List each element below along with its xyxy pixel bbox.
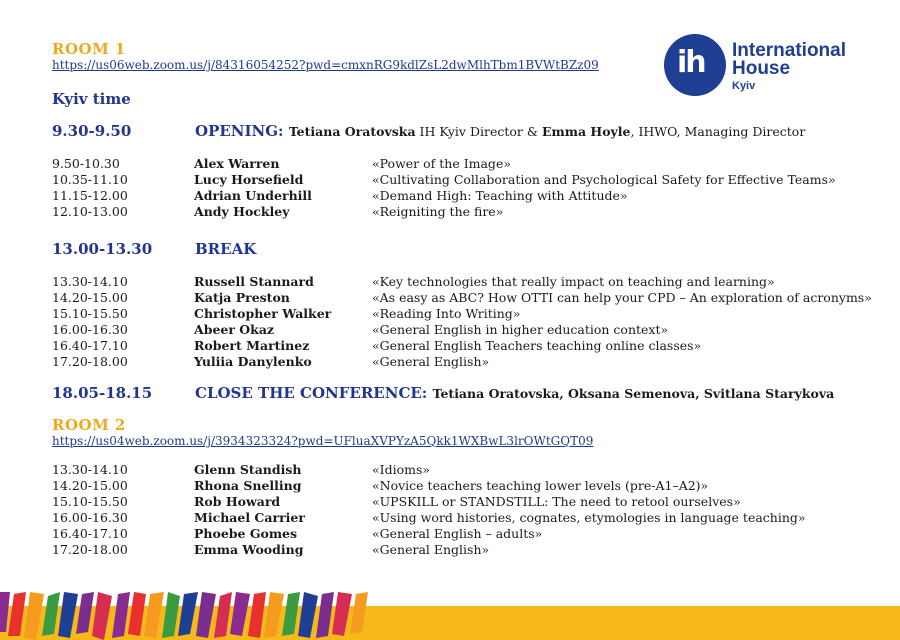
- session-row: 10.35-11.10 Lucy Horsefield «Cultivating Collaboration and Psychological Safety for Effective Teams»: [52, 172, 836, 187]
- close-label: CLOSE THE CONFERENCE:: [195, 384, 428, 402]
- session-row: 15.10-15.50 Rob Howard «UPSKILL or STANDSTILL: The need to retool ourselves»: [52, 494, 741, 509]
- room1-session-list-1: [52, 156, 836, 220]
- session-row: 14.20-15.00 Katja Preston «As easy as ABC? How OTTI can help your CPD – An exploration of acronyms»: [52, 290, 872, 305]
- break-row: [52, 240, 256, 258]
- session-row: 16.40-17.10 Phoebe Gomes «General English – adults»: [52, 526, 543, 541]
- session-row: 11.15-12.00 Adrian Underhill «Demand High: Teaching with Attitude»: [52, 188, 628, 203]
- room1-title: ROOM 1: [52, 40, 126, 58]
- session-row: 14.20-15.00 Rhona Snelling «Novice teachers teaching lower levels (pre-A1–A2)»: [52, 478, 709, 493]
- logo-city: Kyiv: [732, 80, 756, 92]
- session-row: 16.00-16.30 Abeer Okaz «General English in higher education context»: [52, 322, 669, 337]
- session-row: 16.40-17.10 Robert Martinez «General English Teachers teaching online classes»: [52, 338, 702, 353]
- session-row: 17.20-18.00 Yuliia Danylenko «General English»: [52, 354, 490, 369]
- opening-time: 9.30-9.50: [52, 122, 132, 140]
- room2-title: ROOM 2: [52, 416, 126, 434]
- opening-row: [52, 122, 805, 140]
- kyiv-time-label: Kyiv time: [52, 90, 131, 108]
- international-house-logo: [664, 34, 854, 100]
- break-time: 13.00-13.30: [52, 240, 153, 258]
- ih-logo-icon: ih: [664, 34, 726, 96]
- room1-session-list-2: [52, 274, 872, 370]
- close-time: 18.05-18.15: [52, 384, 153, 402]
- session-row: 16.00-16.30 Michael Carrier «Using word histories, cognates, etymologies in language teaching»: [52, 510, 806, 525]
- session-row: 13.30-14.10 Russell Stannard «Key technologies that really impact on teaching and learning»: [52, 274, 775, 289]
- session-row: 9.50-10.30 Alex Warren «Power of the Image»: [52, 156, 511, 171]
- session-row: 13.30-14.10 Glenn Standish «Idioms»: [52, 462, 431, 477]
- room1-zoom-link[interactable]: https://us06web.zoom.us/j/84316054252?pwd=cmxnRG9kdlZsL2dwMlhTbm1BVWtBZz09: [52, 58, 599, 72]
- break-label: BREAK: [195, 240, 257, 258]
- close-conference-row: [52, 384, 834, 402]
- session-row: 17.20-18.00 Emma Wooding «General English»: [52, 542, 490, 557]
- room2-zoom-link[interactable]: https://us04web.zoom.us/j/3934323324?pwd=UFluaXVPYzA5Qkk1WXBwL3lrOWtGQT09: [52, 434, 594, 448]
- decorative-footer-band: [0, 592, 900, 640]
- session-row: 15.10-15.50 Christopher Walker «Reading Into Writing»: [52, 306, 521, 321]
- room2-session-list: [52, 462, 806, 558]
- close-detail: Tetiana Oratovska, Oksana Semenova, Svitlana Starykova: [432, 386, 835, 401]
- opening-label: OPENING:: [195, 122, 284, 140]
- opening-detail: Tetiana Oratovska IH Kyiv Director & Emma Hoyle, IHWO, Managing Director: [288, 124, 806, 139]
- session-row: 12.10-13.00 Andy Hockley «Reigniting the fire»: [52, 204, 504, 219]
- logo-brand-line2: House: [732, 58, 791, 79]
- logo-brand-line1: International: [732, 40, 847, 61]
